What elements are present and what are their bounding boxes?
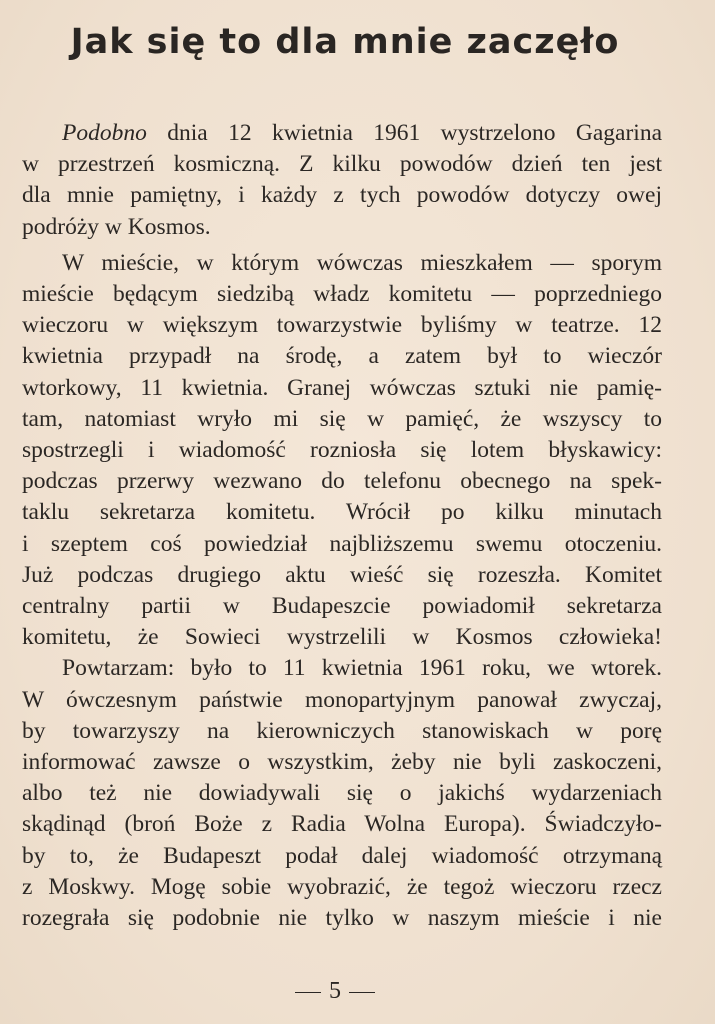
text-line: tam, natomiast wryło mi się w pamięć, że wszyscy to — [22, 405, 662, 432]
paragraph-1 — [22, 118, 662, 243]
text-line: dla mnie pamiętny, i każdy z tych powodów dotyczy owej — [22, 182, 662, 209]
paragraph-3 — [22, 653, 662, 934]
text-line: by towarzyszy na kierowniczych stanowiskach w porę — [22, 717, 662, 744]
text-line: z Moskwy. Mogę sobie wyobrazić, że tegoż wieczoru rzecz — [22, 873, 662, 900]
text-line-rest: dnia 12 kwietnia 1961 wystrzelono Gagarina — [146, 120, 662, 146]
page-number-value: 5 — [329, 978, 341, 1004]
text-line: skądinąd (broń Boże z Radia Wolna Europa). Świadczyło- — [22, 811, 662, 838]
paragraph-2 — [22, 248, 662, 654]
text-line: centralny partii w Budapeszcie powiadomił sekretarza — [22, 593, 662, 620]
text-line: mieście będącym siedzibą władz komitetu — poprzedniego — [22, 281, 662, 308]
text-line: rozegrała się podobnie nie tylko w naszym mieście i nie — [22, 905, 662, 932]
text-line: podczas przerwy wezwano do telefonu obecnego na spek- — [22, 468, 662, 495]
text-line: i szeptem coś powiedział najbliższemu swemu otoczeniu. — [22, 530, 662, 557]
text-line: taklu sekretarza komitetu. Wrócił po kilku minutach — [22, 499, 662, 526]
text-line: informować zawsze o wszystkim, żeby nie byli zaskoczeni, — [22, 749, 662, 776]
text-line — [22, 118, 662, 149]
body-text — [22, 118, 662, 934]
text-line: wtorkowy, 11 kwietnia. Granej wówczas sztuki nie pamię- — [22, 374, 662, 401]
text-line: w przestrzeń kosmiczną. Z kilku powodów dzień ten jest — [22, 151, 662, 178]
dash-right — [349, 992, 375, 994]
text-line: kwietnia przypadł na środę, a zatem był to wieczór — [22, 343, 662, 370]
text-line: W ówczesnym państwie monopartyjnym panował zwyczaj, — [22, 686, 662, 713]
text-line: Powtarzam: było to 11 kwietnia 1961 roku, we wtorek. — [62, 655, 662, 682]
text-line: albo też nie dowiadywali się o jakichś wydarzeniach — [22, 780, 662, 807]
text-line: W mieście, w którym wówczas mieszkałem — sporym — [62, 249, 662, 276]
text-line: spostrzegli i wiadomość rozniosła się lotem błyskawicy: — [22, 437, 662, 464]
page-number — [0, 978, 670, 1005]
chapter-title: Jak się to dla mnie zaczęło — [70, 22, 620, 62]
italic-lead-word: Podobno — [62, 120, 147, 146]
text-line: by to, że Budapeszt podał dalej wiadomość otrzymaną — [22, 842, 662, 869]
dash-left — [295, 992, 321, 994]
text-line: podróży w Kosmos. — [22, 213, 211, 240]
text-line: Już podczas drugiego aktu wieść się rozeszła. Komitet — [22, 561, 662, 588]
text-line: komitetu, że Sowieci wystrzelili w Kosmos człowieka! — [22, 624, 662, 651]
text-line: wieczoru w większym towarzystwie byliśmy w teatrze. 12 — [22, 312, 662, 339]
